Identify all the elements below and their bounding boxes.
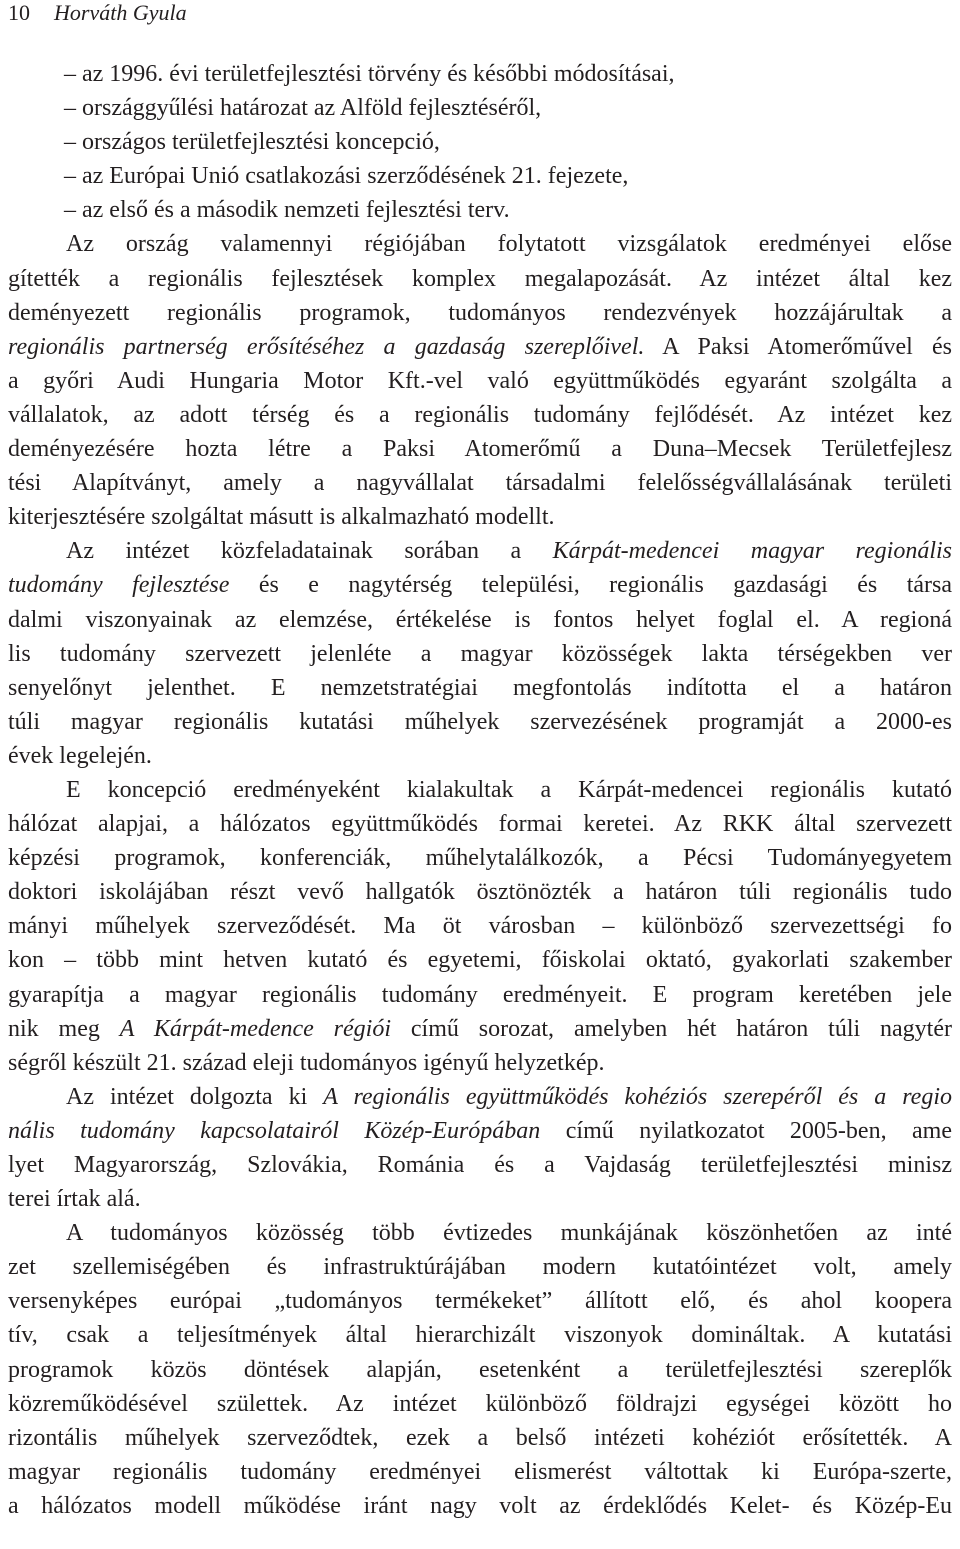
text-line: évek legelején. (8, 742, 152, 769)
text-segment: című sorozat, amelyben hét határon túli nagytér (391, 1015, 952, 1042)
list-item: – az Európai Unió csatlakozási szerződésének 21. fejezete, (64, 163, 629, 190)
running-head-author: Horváth Gyula (54, 0, 187, 25)
text-line: dalmi viszonyainak az elemzése, értékelése is fontos helyet foglal el. A regioná (8, 606, 952, 633)
text-line: tési Alapítványt, amely a nagyvállalat társadalmi felelősségvállalásának területi (8, 470, 952, 497)
text-line: deményezésére hozta létre a Paksi Atomerőmű a Duna–Mecsek Területfejlesz (8, 436, 952, 463)
text-line: magyar regionális tudomány eredményei elismerést váltottak ki Európa-szerte, (8, 1458, 952, 1485)
text-line: E koncepció eredményeként kialakultak a Kárpát-medencei regionális kutató (66, 776, 952, 803)
text-line: senyelőnyt jelenthet. E nemzetstratégiai megfontolás indította el a határon (8, 674, 952, 701)
text-line (8, 534, 952, 568)
text-line: deményezett regionális programok, tudományos rendezvények hozzájárultak a (8, 299, 952, 326)
text-line: programok közös döntések alapján, esetenként a területfejlesztési szereplők (8, 1356, 952, 1383)
text-line: gítették a regionális fejlesztések komplex megalapozását. Az intézet által kez (8, 265, 952, 292)
italic-phrase: Kárpát-medencei magyar regionális (552, 538, 952, 565)
text-segment: Az intézet közfeladatainak sorában a (66, 538, 553, 565)
text-line: lyet Magyarország, Szlovákia, Románia és a Vajdaság területfejlesztési minisz (8, 1152, 952, 1178)
text-line: a hálózatos modell működése iránt nagy volt az érdeklődés Kelet- és Közép-Eu (8, 1492, 952, 1519)
text-line: lis tudomány szervezett jelenléte a magyar közösségek lakta térségekben ver (8, 640, 952, 667)
text-line: versenyképes európai „tudományos termékeket” állított elő, és ahol koopera (8, 1288, 952, 1315)
text-line: terei írtak alá. (8, 1186, 141, 1213)
text-line: vállalatok, az adott térség és a regionális tudomány fejlődését. Az intézet kez (8, 401, 952, 428)
text-segment: és e nagytérség települési, regionális gazdasági és társa (229, 572, 953, 599)
text-line: a győri Audi Hungaria Motor Kft.-vel való együttműködés egyaránt szolgálta a (8, 367, 952, 394)
text-line: hálózat alapjai, a hálózatos együttműködés formai keretei. Az RKK által szervezett (8, 811, 952, 838)
text-line (8, 568, 952, 602)
text-line: túli magyar regionális kutatási műhelyek szervezésének programját a 2000-es (8, 708, 952, 735)
text-line: képzési programok, konferenciák, műhelytalálkozók, a Pécsi Tudományegyetem (8, 845, 952, 872)
running-header (8, 0, 187, 26)
italic-phrase: A regionális együttműködés kohéziós szerepéről és a regio (323, 1083, 952, 1110)
italic-phrase: regionális partnerség erősítéséhez a gazdaság szereplőivel. (8, 333, 645, 360)
text-line: kon – több mint hetven kutató és egyetemi, főiskolai oktató, gyakorlati szakember (8, 947, 952, 974)
text-line: zet szellemiségében és infrastruktúrájában modern kutatóintézet volt, amely (8, 1254, 952, 1281)
list-item: – az első és a második nemzeti fejlesztési terv. (64, 197, 510, 224)
text-line: közreműködésével születtek. Az intézet különböző földrajzi egységei között ho (8, 1390, 952, 1417)
page-number: 10 (8, 0, 30, 25)
text-line: Az ország valamennyi régiójában folytatott vizsgálatok eredményei előse (66, 231, 952, 258)
text-segment: Az intézet dolgozta ki (66, 1083, 324, 1110)
text-line: kiterjesztésére szolgáltat másutt is alkalmazható modellt. (8, 504, 555, 531)
text-line (8, 330, 952, 364)
text-segment: A Paksi Atomerőművel és (644, 333, 952, 360)
italic-phrase: tudomány fejlesztése (8, 572, 230, 599)
text-line: tív, csak a teljesítmények által hierarchizált viszonyok domináltak. A kutatási (8, 1322, 952, 1349)
text-line (8, 1012, 952, 1046)
text-segment: című nyilatkozatot 2005-ben, ame (540, 1117, 952, 1144)
body-text (8, 57, 952, 1523)
text-line: gyarapítja a magyar regionális tudomány eredményeit. E program keretében jele (8, 981, 952, 1008)
list-item: – országgyűlési határozat az Alföld fejlesztéséről, (64, 95, 542, 122)
italic-phrase: A Kárpát-medence régiói (119, 1015, 392, 1042)
text-segment: nik meg (8, 1015, 120, 1042)
list-item: – országos területfejlesztési koncepció, (64, 129, 440, 156)
text-line: rizontális műhelyek szerveződtek, ezek a belső intézeti kohéziót erősítették. A (8, 1424, 952, 1451)
text-line: doktori iskolájában részt vevő hallgatók ösztönözték a határon túli regionális tudo (8, 879, 952, 906)
text-line (8, 1114, 952, 1148)
text-line: ségről készült 21. század eleji tudományos igényű helyzetkép. (8, 1049, 605, 1076)
italic-phrase: nális tudomány kapcsolatairól Közép-Európában (8, 1117, 541, 1144)
list-item: – az 1996. évi területfejlesztési törvény és későbbi módosításai, (64, 61, 675, 87)
text-line: A tudományos közösség több évtizedes munkájának köszönhetően az inté (66, 1220, 952, 1247)
text-line: mányi műhelyek szerveződését. Ma öt városban – különböző szervezettségi fo (8, 913, 952, 940)
text-line (8, 1080, 952, 1114)
